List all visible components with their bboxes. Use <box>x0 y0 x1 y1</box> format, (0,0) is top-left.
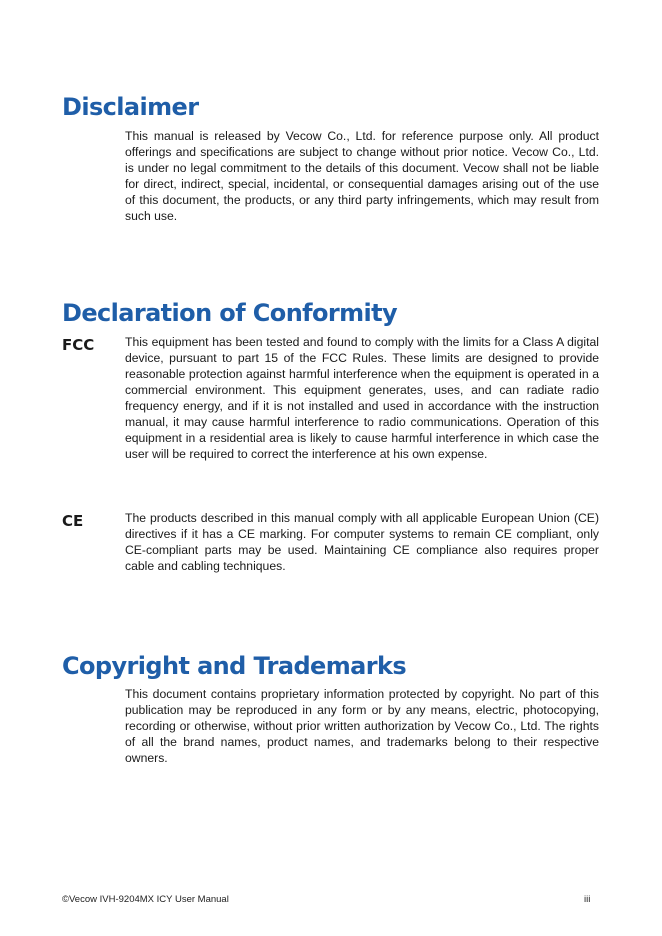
ce-label: CE <box>62 512 84 530</box>
copyright-heading: Copyright and Trademarks <box>62 652 407 680</box>
disclaimer-heading: Disclaimer <box>62 93 199 121</box>
conformity-heading: Declaration of Conformity <box>62 299 398 327</box>
ce-text: The products described in this manual comply with all applicable European Union (CE) directives if it has a CE marking. For computer systems to remain CE compliant, only CE-compliant parts may be used. Maintaining CE compliance also requires proper cable and cabling techniques. <box>125 511 599 573</box>
disclaimer-text: This manual is released by Vecow Co., Ltd. for reference purpose only. All product offerings and specifications are subject to change without prior notice. Vecow Co., Ltd. is under no legal commitment to the details of this document. Vecow shall not be liable for direct, indirect, special, incidental, or consequential damages arising out of the use of this document, the products, or any third party infringements, which may result from such use. <box>125 129 599 223</box>
footer-manual-title: ©Vecow IVH-9204MX ICY User Manual <box>62 894 229 905</box>
footer-page-number: iii <box>584 894 591 905</box>
fcc-label: FCC <box>62 336 95 354</box>
fcc-text: This equipment has been tested and found to comply with the limits for a Class A digital device, pursuant to part 15 of the FCC Rules. These limits are designed to provide reasonable protection against harmful interference when the equipment is operated in a commercial environment. This equipment generates, uses, and can radiate radio frequency energy, and if it is not installed and used in accordance with the instruction manual, it may cause harmful interference to radio communications. Operation of this equipment in a residential area is likely to cause harmful interference in which case the user will be required to correct the interference at his own expense. <box>125 335 599 461</box>
copyright-text: This document contains proprietary information protected by copyright. No part of this publication may be reproduced in any form or by any means, electric, photocopying, recording or otherwise, without prior written authorization by Vecow Co., Ltd. The rights of all the brand names, product names, and trademarks belong to their respective owners. <box>125 687 599 765</box>
